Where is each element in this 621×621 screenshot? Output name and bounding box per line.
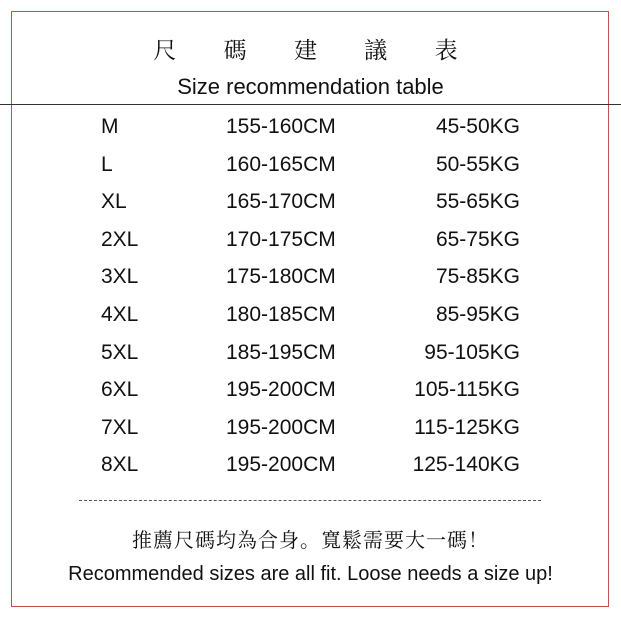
table-row [0,183,621,221]
height-cell: 195-200CM [226,415,336,439]
height-cell: 170-175CM [226,227,336,251]
height-cell: 165-170CM [226,190,336,214]
height-cell: 195-200CM [226,453,336,477]
size-cell: L [101,152,113,176]
table-row [0,146,621,184]
height-cell: 180-185CM [226,302,336,326]
title-chinese: 尺 碼 建 議 表 [153,38,478,64]
table-row [0,221,621,259]
weight-cell: 125-140KG [412,453,520,477]
size-cell: 8XL [101,453,139,477]
weight-cell: 55-65KG [435,190,520,214]
height-cell: 185-195CM [226,340,336,364]
title-english: Size recommendation table [177,74,444,99]
height-cell: 175-180CM [226,265,336,289]
table-row [0,446,621,484]
weight-cell: 45-50KG [435,115,520,138]
table-row [0,296,621,334]
table-row [0,409,621,447]
height-cell: 155-160CM [226,115,336,138]
size-cell: M [101,115,119,138]
header-divider [0,104,621,105]
table-row [0,258,621,296]
weight-cell: 50-55KG [435,152,520,176]
size-cell: 2XL [101,227,139,251]
size-cell: 6XL [101,378,139,402]
note-english: Recommended sizes are all fit. Loose needs a size up! [68,563,553,585]
size-cell: 5XL [101,340,139,364]
note-chinese: 推薦尺碼均為合身。寬鬆需要大一碼！ [132,528,489,552]
weight-cell: 115-125KG [414,415,520,439]
table-row [0,371,621,409]
weight-cell: 65-75KG [435,227,520,251]
size-cell: 7XL [101,415,139,439]
weight-cell: 105-115KG [414,378,520,402]
size-table [0,108,621,484]
table-row [0,334,621,372]
size-cell: XL [101,190,127,214]
height-cell: 160-165CM [226,152,336,176]
dashed-divider [79,500,541,501]
size-cell: 4XL [101,302,139,326]
weight-cell: 95-105KG [424,340,520,364]
table-row [0,108,621,146]
size-cell: 3XL [101,265,139,289]
height-cell: 195-200CM [226,378,336,402]
weight-cell: 85-95KG [435,302,520,326]
weight-cell: 75-85KG [435,265,520,289]
